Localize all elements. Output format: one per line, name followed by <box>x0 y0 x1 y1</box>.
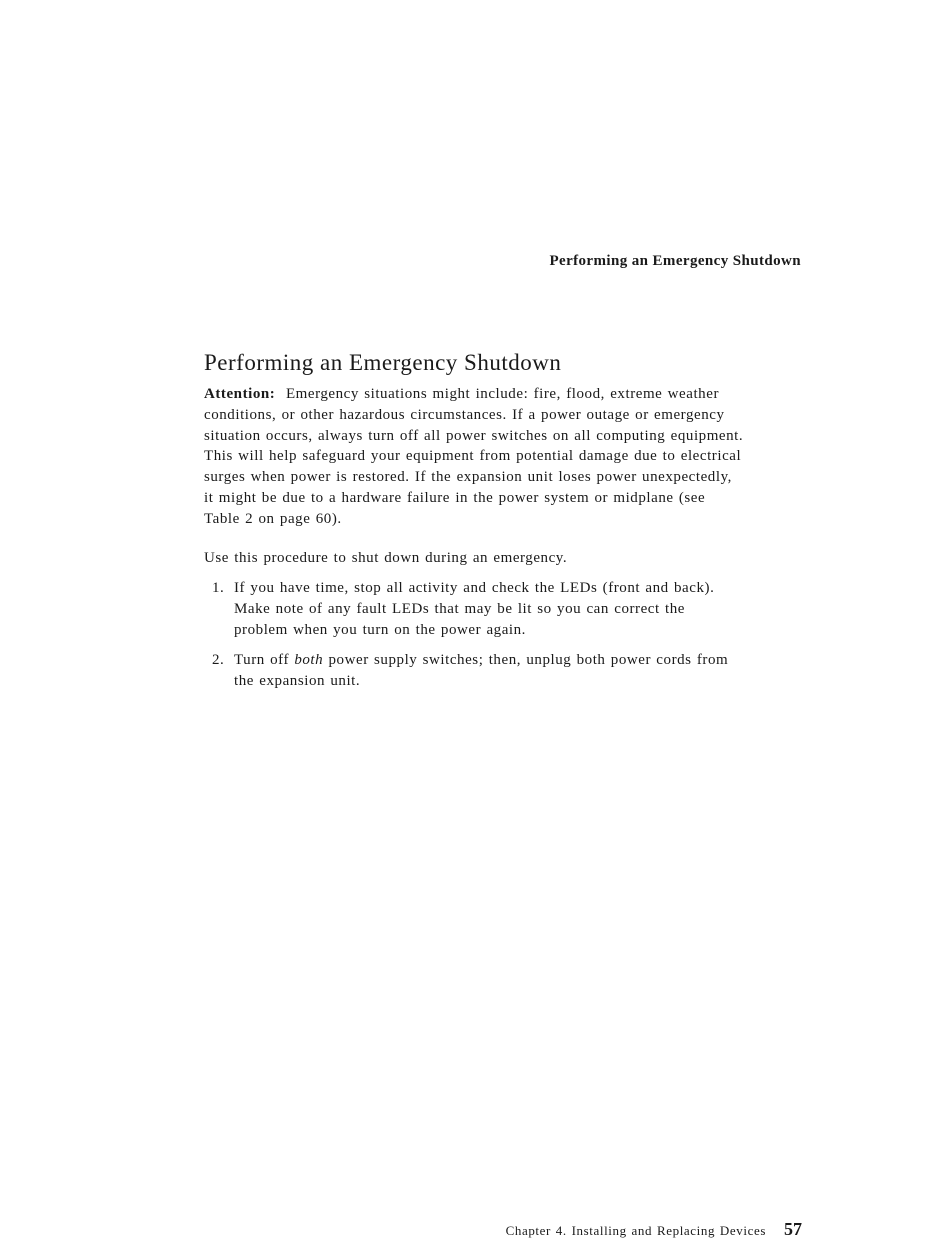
step-2-text-before: Turn off <box>234 651 289 668</box>
step-1 <box>204 578 744 640</box>
intro-paragraph: Use this procedure to shut down during an emergency. <box>204 549 568 566</box>
step-2 <box>204 650 744 692</box>
attention-label: Attention: <box>204 386 276 402</box>
step-2-text <box>234 650 744 692</box>
attention-paragraph <box>204 384 744 530</box>
page-number: 57 <box>784 1219 802 1239</box>
step-1-number: 1. <box>212 580 225 597</box>
section-title: Performing an Emergency Shutdown <box>204 350 562 375</box>
step-1-text: If you have time, stop all activity and check the LEDs (front and back). Make note of any fault LEDs that may be lit so you can correct the problem when you turn on the power again. <box>234 580 715 638</box>
attention-text: Emergency situations might include: fire, flood, extreme weather conditions, or other hazardous circumstances. If a power outage or emergency situation occurs, always turn off all power switches on all computing equipment. This will help safeguard your equipment from potential damage due to electrical surges when power is restored. If the expansion unit loses power unexpectedly, it might be due to a hardware failure in the power system or midplane (see Table 2 on page 60). <box>204 386 744 527</box>
footer-chapter: Chapter 4. Installing and Replacing Devices <box>505 1223 766 1238</box>
step-2-number: 2. <box>212 651 225 668</box>
procedure-steps <box>204 578 744 691</box>
step-2-text-after: power supply switches; then, unplug both power cords from the expansion unit. <box>234 651 729 689</box>
running-head: Performing an Emergency Shutdown <box>549 253 801 269</box>
page-footer <box>506 1219 802 1240</box>
step-2-emphasis: both <box>294 651 324 668</box>
main-content <box>204 348 744 700</box>
